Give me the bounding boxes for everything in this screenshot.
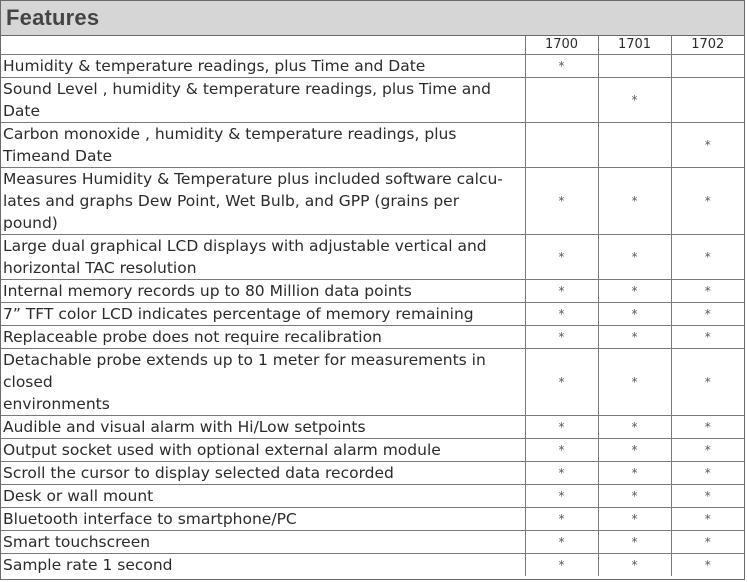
model-1701-cell: * [598,485,671,508]
header-model-1701: 1701 [598,36,671,55]
model-1702-cell [671,78,744,123]
model-1702-cell: * [671,303,744,326]
table-row [1,280,744,303]
model-1700-cell [525,78,598,123]
model-1700-cell: * [525,55,598,78]
feature-cell [1,326,525,349]
feature-text-line: Measures Humidity & Temperature plus included software calcu- [3,170,503,188]
model-1701-cell: * [598,303,671,326]
model-1702-cell: * [671,462,744,485]
table-row [1,439,744,462]
model-1702-cell: * [671,416,744,439]
model-1700-cell: * [525,485,598,508]
feature-cell [1,78,525,123]
feature-cell [1,485,525,508]
header-feature-blank [1,36,525,55]
feature-cell [1,280,525,303]
model-1701-cell: * [598,280,671,303]
feature-text-line: Sample rate 1 second [3,556,173,574]
model-1702-cell: * [671,349,744,416]
feature-text-line: Bluetooth interface to smartphone/PC [3,510,297,528]
model-1701-cell: * [598,326,671,349]
model-1702-cell: * [671,439,744,462]
model-1701-cell: * [598,416,671,439]
feature-cell [1,349,525,416]
model-1701-cell: * [598,439,671,462]
feature-cell [1,439,525,462]
table-row [1,531,744,554]
features-table [1,36,744,576]
feature-cell [1,462,525,485]
model-1701-cell: * [598,168,671,235]
model-1700-cell: * [525,462,598,485]
feature-text-line: Timeand Date [3,147,113,165]
table-row [1,326,744,349]
model-1702-cell: * [671,508,744,531]
features-table-body [1,36,744,576]
feature-text-line: lates and graphs Dew Point, Wet Bulb, and GPP (grains per [3,192,460,210]
model-1701-cell: * [598,78,671,123]
feature-text-line: Humidity & temperature readings, plus Time and Date [3,57,426,75]
table-row [1,462,744,485]
title-bar [1,1,744,36]
feature-cell [1,168,525,235]
table-title: Features [6,5,100,30]
model-1702-cell: * [671,554,744,577]
model-1701-cell [598,123,671,168]
model-1700-cell: * [525,554,598,577]
model-1700-cell: * [525,326,598,349]
feature-cell [1,123,525,168]
feature-cell [1,55,525,78]
feature-text-line: horizontal TAC resolution [3,259,197,277]
table-row [1,349,744,416]
model-1702-cell [671,55,744,78]
model-1702-cell: * [671,168,744,235]
table-row [1,303,744,326]
feature-cell [1,508,525,531]
feature-text-line: Date [3,102,41,120]
model-1702-cell: * [671,123,744,168]
model-1702-cell: * [671,485,744,508]
feature-text-line: Detachable probe extends up to 1 meter for measurements in [3,351,486,369]
feature-text-line: Large dual graphical LCD displays with adjustable vertical and [3,237,487,255]
header-model-1700: 1700 [525,36,598,55]
feature-text-line: Output socket used with optional external alarm module [3,441,441,459]
model-1702-cell: * [671,235,744,280]
feature-cell [1,531,525,554]
model-1702-cell: * [671,280,744,303]
feature-text-line: environments [3,395,110,413]
feature-cell [1,554,525,577]
model-1702-cell: * [671,326,744,349]
feature-text-line: Carbon monoxide , humidity & temperature readings, plus [3,125,457,143]
table-row [1,123,744,168]
model-1700-cell: * [525,349,598,416]
table-row [1,485,744,508]
feature-text-line: 7” TFT color LCD indicates percentage of memory remaining [3,305,474,323]
feature-text-line: closed [3,373,53,391]
model-1701-cell: * [598,235,671,280]
model-1700-cell: * [525,235,598,280]
feature-text-line: Desk or wall mount [3,487,154,505]
feature-text-line: Sound Level , humidity & temperature readings, plus Time and [3,80,491,98]
model-1702-cell: * [671,531,744,554]
model-1701-cell: * [598,349,671,416]
table-row [1,168,744,235]
table-row [1,416,744,439]
model-1701-cell: * [598,554,671,577]
feature-text-line: Scroll the cursor to display selected data recorded [3,464,394,482]
table-row [1,554,744,577]
feature-text-line: Audible and visual alarm with Hi/Low setpoints [3,418,366,436]
feature-cell [1,235,525,280]
model-1700-cell: * [525,416,598,439]
header-row [1,36,744,55]
feature-text-line: Smart touchscreen [3,533,151,551]
model-1701-cell [598,55,671,78]
table-row [1,55,744,78]
table-row [1,235,744,280]
model-1700-cell: * [525,280,598,303]
feature-text-line: Replaceable probe does not require recalibration [3,328,382,346]
feature-text-line: pound) [3,214,58,232]
feature-cell [1,303,525,326]
model-1701-cell: * [598,508,671,531]
model-1700-cell: * [525,531,598,554]
model-1700-cell [525,123,598,168]
table-row [1,508,744,531]
model-1701-cell: * [598,462,671,485]
model-1700-cell: * [525,439,598,462]
feature-cell [1,416,525,439]
feature-text-line: Internal memory records up to 80 Million data points [3,282,412,300]
model-1700-cell: * [525,303,598,326]
model-1701-cell: * [598,531,671,554]
model-1700-cell: * [525,168,598,235]
model-1700-cell: * [525,508,598,531]
table-row [1,78,744,123]
header-model-1702: 1702 [671,36,744,55]
